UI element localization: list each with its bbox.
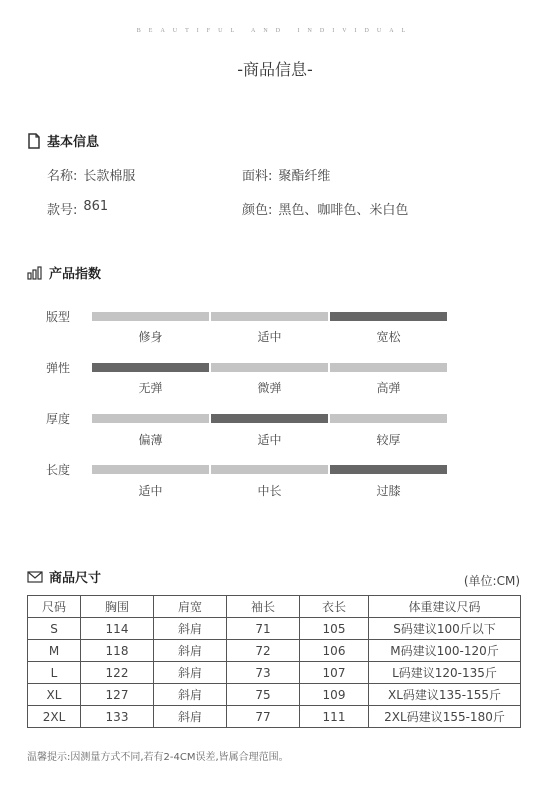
info-fabric-value: 聚酯纤维	[278, 169, 331, 184]
index-option: 修身	[138, 330, 163, 344]
index-option: 高弹	[376, 381, 401, 395]
index-option: 较厚	[376, 433, 401, 447]
table-cell: 75	[227, 684, 300, 706]
table-cell: 114	[81, 618, 154, 640]
basic-info-title: 基本信息	[47, 135, 100, 150]
info-name-value: 长款棉服	[83, 169, 136, 184]
size-unit: (单位:CM)	[463, 574, 520, 588]
table-cell: 斜肩	[154, 662, 227, 684]
info-color-value: 黑色、咖啡色、米白色	[278, 203, 409, 218]
product-index-heading	[27, 263, 101, 282]
table-cell: S	[28, 618, 81, 640]
table-cell: M码建议100-120斤	[369, 640, 521, 662]
table-cell: 斜肩	[154, 618, 227, 640]
table-cell: 71	[227, 618, 300, 640]
table-header-cell: 体重建议尺码	[369, 596, 521, 618]
index-options-length	[92, 482, 447, 499]
table-cell: 2XL码建议155-180斤	[369, 706, 521, 728]
info-name	[47, 165, 135, 184]
index-segment	[211, 312, 328, 321]
table-cell: 72	[227, 640, 300, 662]
bar-chart-icon	[27, 266, 43, 280]
table-row	[28, 684, 521, 706]
table-header-cell: 胸围	[81, 596, 154, 618]
index-segment	[330, 312, 447, 321]
index-option: 中长	[257, 484, 282, 498]
product-index-title: 产品指数	[49, 267, 102, 282]
table-cell: 109	[300, 684, 369, 706]
table-cell: 73	[227, 662, 300, 684]
index-option: 适中	[138, 484, 163, 498]
index-option: 适中	[257, 433, 282, 447]
index-segment	[92, 363, 209, 372]
index-segment	[330, 465, 447, 474]
index-segment	[92, 465, 209, 474]
table-cell: L	[28, 662, 81, 684]
table-header-cell: 尺码	[28, 596, 81, 618]
index-option: 微弹	[257, 381, 282, 395]
index-segment	[92, 312, 209, 321]
table-header-cell: 肩宽	[154, 596, 227, 618]
table-cell: 2XL	[28, 706, 81, 728]
index-label-thickness: 厚度	[46, 412, 71, 426]
table-cell: L码建议120-135斤	[369, 662, 521, 684]
table-header-cell: 袖长	[227, 596, 300, 618]
index-segment	[211, 414, 328, 423]
table-cell: 122	[81, 662, 154, 684]
index-label-fit: 版型	[46, 310, 71, 324]
table-cell: XL	[28, 684, 81, 706]
index-option: 无弹	[138, 381, 163, 395]
measurement-note: 温馨提示:因测量方式不同,若有2-4CM误差,皆属合理范围。	[27, 752, 289, 763]
index-options-elasticity	[92, 379, 447, 396]
table-cell: 77	[227, 706, 300, 728]
table-cell: 斜肩	[154, 684, 227, 706]
table-cell: 111	[300, 706, 369, 728]
index-option: 过膝	[376, 484, 401, 498]
page-title: -商品信息-	[237, 60, 313, 79]
table-cell: M	[28, 640, 81, 662]
table-row	[28, 618, 521, 640]
index-option: 适中	[257, 330, 282, 344]
document-icon	[27, 133, 41, 149]
table-cell: S码建议100斤以下	[369, 618, 521, 640]
index-option: 宽松	[376, 330, 401, 344]
index-options-thickness	[92, 431, 447, 448]
table-header-cell: 衣长	[300, 596, 369, 618]
table-cell: 127	[81, 684, 154, 706]
envelope-icon	[27, 571, 43, 583]
table-cell: 107	[300, 662, 369, 684]
info-style-value: 861	[83, 199, 109, 214]
size-table	[27, 595, 521, 728]
table-cell: 斜肩	[154, 640, 227, 662]
index-options-fit	[92, 328, 447, 345]
index-option: 偏薄	[138, 433, 163, 447]
table-cell: 133	[81, 706, 154, 728]
info-fabric	[242, 165, 330, 184]
tagline: BEAUTIFUL AND INDIVIDUAL	[136, 28, 414, 34]
info-color-label: 颜色:	[242, 203, 273, 218]
index-segment	[330, 414, 447, 423]
index-bar-length	[92, 465, 447, 474]
size-chart-title: 商品尺寸	[49, 571, 102, 586]
table-header-row	[28, 596, 521, 618]
size-chart-heading	[27, 567, 101, 586]
index-segment	[211, 363, 328, 372]
table-cell: 118	[81, 640, 154, 662]
table-cell: 105	[300, 618, 369, 640]
info-style	[47, 199, 108, 218]
basic-info-heading	[27, 131, 99, 150]
index-bar-thickness	[92, 414, 447, 423]
index-bar-elasticity	[92, 363, 447, 372]
index-bar-fit	[92, 312, 447, 321]
table-cell: 斜肩	[154, 706, 227, 728]
info-fabric-label: 面料:	[242, 169, 273, 184]
info-color	[242, 199, 408, 218]
table-row	[28, 706, 521, 728]
index-segment	[330, 363, 447, 372]
table-row	[28, 640, 521, 662]
info-name-label: 名称:	[47, 169, 78, 184]
index-segment	[211, 465, 328, 474]
table-row	[28, 662, 521, 684]
table-cell: 106	[300, 640, 369, 662]
index-label-elasticity: 弹性	[46, 361, 71, 375]
info-style-label: 款号:	[47, 203, 78, 218]
index-label-length: 长度	[46, 463, 71, 477]
index-segment	[92, 414, 209, 423]
table-cell: XL码建议135-155斤	[369, 684, 521, 706]
